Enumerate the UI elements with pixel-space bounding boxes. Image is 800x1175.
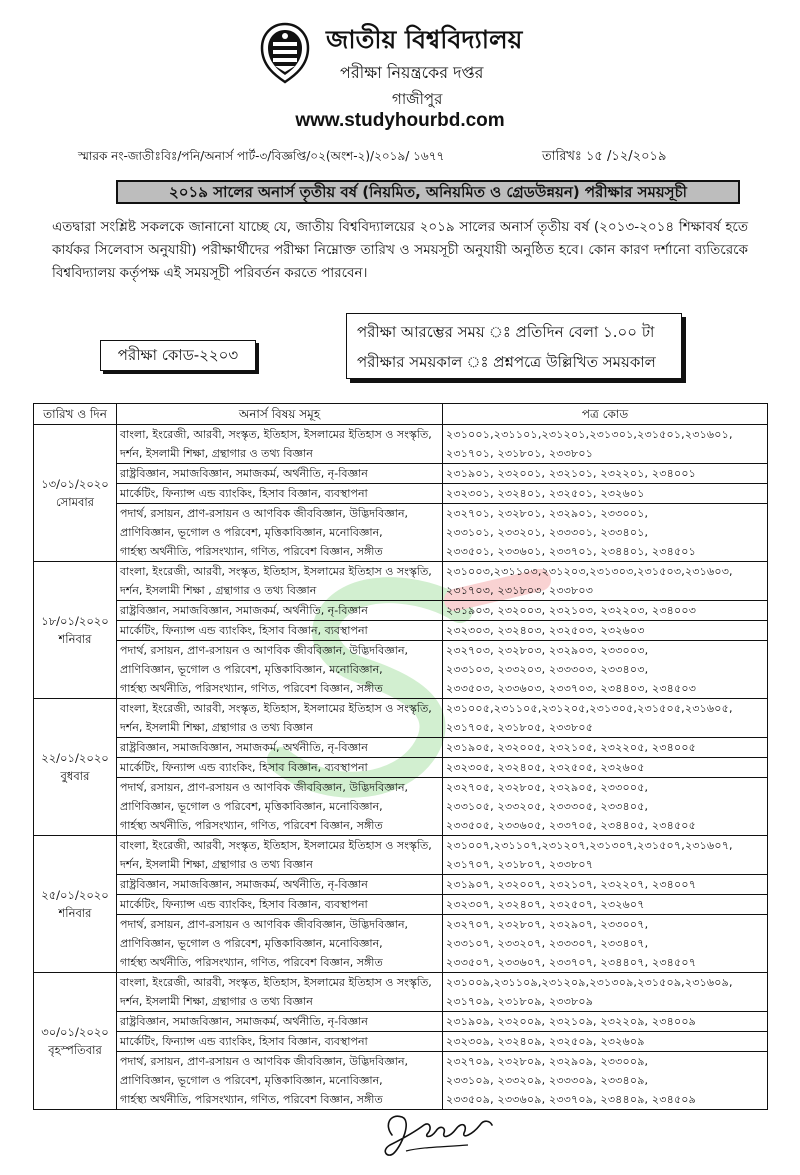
exam-weekday: শনিবার — [58, 632, 92, 646]
paper-code-line: ২৩২৩০৯, ২৩২৪০৯, ২৩২৫০৯, ২৩২৬০৯ — [446, 1035, 645, 1048]
office-name: পরীক্ষা নিয়ন্ত্রকের দপ্তর — [340, 63, 484, 82]
subject-line: মার্কেটিং, ফিন্যান্স এন্ড ব্যাংকিং, হিসাব বিজ্ঞান, ব্যবস্থাপনা — [120, 898, 368, 911]
schedule-title: ২০১৯ সালের অনার্স তৃতীয় বর্ষ (নিয়মিত, অনিয়মিত ও গ্রেডউন্নয়ন) পরীক্ষার সময়সূচী — [116, 180, 740, 204]
paper-code-line: ২৩১৯০১, ২৩২০০১, ২৩২১০১, ২৩২২০১, ২৩৪০০১ — [446, 467, 697, 480]
subjects-cell — [117, 425, 443, 464]
paper-codes-cell — [443, 699, 768, 738]
subjects-cell — [117, 504, 443, 562]
subject-line: গার্হস্থ্য অর্থনীতি, পরিসংখ্যান, গণিত, পরিবেশ বিজ্ঞান, সঙ্গীত — [120, 545, 383, 558]
exam-weekday: বুধবার — [60, 769, 90, 783]
subjects-cell — [117, 562, 443, 601]
paper-code-line: ২৩৩১০৭, ২৩৩২০৭, ২৩৩৩০৭, ২৩৩৪০৭, — [446, 937, 649, 950]
paper-codes-cell — [443, 621, 768, 641]
subject-line: দর্শন, ইসলামী শিক্ষা, গ্রন্থাগার ও তথ্য বিজ্ঞান — [120, 858, 313, 871]
subjects-cell — [117, 758, 443, 778]
paper-code-line: ২৩২৩০৫, ২৩২৪০৫, ২৩২৫০৫, ২৩২৬০৫ — [446, 761, 645, 774]
paper-code-line: ২৩১৯০৫, ২৩২০০৫, ২৩২১০৫, ২৩২২০৫, ২৩৪০০৫ — [446, 741, 697, 754]
paper-code-line: ২৩১৯০৭, ২৩২০০৭, ২৩২১০৭, ২৩২২০৭, ২৩৪০০৭ — [446, 878, 697, 891]
subjects-cell — [117, 484, 443, 504]
paper-codes-cell — [443, 1032, 768, 1052]
exam-weekday: শনিবার — [58, 906, 92, 920]
paper-code-line: ২৩১০০৩,২৩১১০৩,২৩১২০৩,২৩১৩০৩,২৩১৫০৩,২৩১৬০৩, — [446, 565, 733, 578]
header-date-day: তারিখ ও দিন — [34, 404, 117, 425]
subject-line: মার্কেটিং, ফিন্যান্স এন্ড ব্যাংকিং, হিসাব বিজ্ঞান, ব্যবস্থাপনা — [120, 1035, 368, 1048]
table-row — [34, 484, 768, 504]
paper-codes-cell — [443, 875, 768, 895]
table-row — [34, 601, 768, 621]
paper-code-line: ২৩১০০৫,২৩১১০৫,২৩১২০৫,২৩১৩০৫,২৩১৫০৫,২৩১৬০৫, — [446, 702, 733, 715]
paper-code-line: ২৩১০০৭,২৩১১০৭,২৩১২০৭,২৩১৩০৭,২৩১৫০৭,২৩১৬০৭, — [446, 839, 733, 852]
subject-line: রাষ্ট্রবিজ্ঞান, সমাজবিজ্ঞান, সমাজকর্ম, অর্থনীতি, নৃ-বিজ্ঞান — [120, 878, 368, 891]
paper-code-line: ২৩১০০৯,২৩১১০৯,২৩১২০৯,২৩১৩০৯,২৩১৫০৯,২৩১৬০৯, — [446, 976, 733, 989]
paper-code-line: ২৩২৭০৯, ২৩২৮০৯, ২৩২৯০৯, ২৩৩০০৯, — [446, 1055, 649, 1068]
exam-schedule-table — [33, 403, 768, 1110]
subjects-cell — [117, 778, 443, 836]
exam-date-cell — [34, 425, 117, 562]
paper-codes-cell — [443, 601, 768, 621]
paper-code-line: ২৩২৩০৭, ২৩২৪০৭, ২৩২৫০৭, ২৩২৬০৭ — [446, 898, 645, 911]
paper-code-line: ২৩৩১০৫, ২৩৩২০৫, ২৩৩৩০৫, ২৩৩৪০৫, — [446, 800, 649, 813]
exam-date-cell — [34, 836, 117, 973]
paper-codes-cell — [443, 425, 768, 464]
memo-number: স্মারক নং-জাতীঃবিঃ/পনি/অনার্স পার্ট-৩/বিজ্ঞপ্তি/০২(অংশ-২)/২০১৯/ ১৬৭৭ — [78, 149, 445, 163]
subjects-cell — [117, 601, 443, 621]
signature-icon — [372, 1095, 502, 1163]
exam-date: ২২/০১/২০২০ — [41, 751, 109, 765]
paper-code-line: ২৩২৭০৭, ২৩২৮০৭, ২৩২৯০৭, ২৩৩০০৭, — [446, 918, 649, 931]
subjects-cell — [117, 895, 443, 915]
paper-codes-cell — [443, 836, 768, 875]
university-name: জাতীয় বিশ্ববিদ্যালয় — [326, 25, 523, 54]
paper-code-line: ২৩১৭০৩, ২৩১৮০৩, ২৩৩৮০৩ — [446, 584, 594, 597]
table-row — [34, 836, 768, 875]
table-row — [34, 699, 768, 738]
exam-code-box: পরীক্ষা কোড-২২০৩ — [100, 340, 256, 371]
subject-line: বাংলা, ইংরেজী, আরবী, সংস্কৃত, ইতিহাস, ইসলামের ইতিহাস ও সংস্কৃতি, — [120, 839, 432, 852]
paper-codes-cell — [443, 1012, 768, 1032]
exam-weekday: বৃহস্পতিবার — [48, 1043, 102, 1057]
subject-line: মার্কেটিং, ফিন্যান্স এন্ড ব্যাংকিং, হিসাব বিজ্ঞান, ব্যবস্থাপনা — [120, 624, 368, 637]
paper-codes-cell — [443, 641, 768, 699]
subject-line: গার্হস্থ্য অর্থনীতি, পরিসংখ্যান, গণিত, পরিবেশ বিজ্ঞান, সঙ্গীত — [120, 1093, 383, 1106]
table-row — [34, 1012, 768, 1032]
paper-code-line: ২৩১৭০৭, ২৩১৮০৭, ২৩৩৮০৭ — [446, 858, 594, 871]
subjects-cell — [117, 738, 443, 758]
subject-line: পদার্থ, রসায়ন, প্রাণ-রসায়ন ও আণবিক জীববিজ্ঞান, উদ্ভিদবিজ্ঞান, — [120, 1055, 409, 1068]
subject-line: বাংলা, ইংরেজী, আরবী, সংস্কৃত, ইতিহাস, ইসলামের ইতিহাস ও সংস্কৃতি, — [120, 428, 432, 441]
table-header-row — [34, 404, 768, 425]
subject-line: মার্কেটিং, ফিন্যান্স এন্ড ব্যাংকিং, হিসাব বিজ্ঞান, ব্যবস্থাপনা — [120, 487, 368, 500]
paper-code-line: ২৩২৭০৫, ২৩২৮০৫, ২৩২৯০৫, ২৩৩০০৫, — [446, 781, 649, 794]
exam-date-cell — [34, 973, 117, 1110]
paper-code-line: ২৩৩৫০৩, ২৩৩৬০৩, ২৩৩৭০৩, ২৩৪৪০৩, ২৩৪৫০৩ — [446, 682, 697, 695]
exam-timing-box — [346, 313, 682, 379]
paper-code-line: ২৩৩১০৯, ২৩৩২০৯, ২৩৩৩০৯, ২৩৩৪০৯, — [446, 1074, 649, 1087]
table-row — [34, 1032, 768, 1052]
table-row — [34, 641, 768, 699]
table-row — [34, 562, 768, 601]
paper-code-line: ২৩১৭০৫, ২৩১৮০৫, ২৩৩৮০৫ — [446, 721, 594, 734]
subject-line: পদার্থ, রসায়ন, প্রাণ-রসায়ন ও আণবিক জীববিজ্ঞান, উদ্ভিদবিজ্ঞান, — [120, 507, 409, 520]
subjects-cell — [117, 1012, 443, 1032]
paper-codes-cell — [443, 464, 768, 484]
subject-line: গার্হস্থ্য অর্থনীতি, পরিসংখ্যান, গণিত, পরিবেশ বিজ্ঞান, সঙ্গীত — [120, 682, 383, 695]
paper-code-line: ২৩৩৫০৫, ২৩৩৬০৫, ২৩৩৭০৫, ২৩৪৪০৫, ২৩৪৫০৫ — [446, 819, 696, 832]
paper-codes-cell — [443, 504, 768, 562]
schedule-body — [34, 425, 768, 1110]
exam-date: ৩০/০১/২০২০ — [41, 1025, 109, 1039]
paper-code-line: ২৩২৩০১, ২৩২৪০১, ২৩২৫০১, ২৩২৬০১ — [446, 487, 645, 500]
subject-line: প্রাণিবিজ্ঞান, ভূগোল ও পরিবেশ, মৃত্তিকাবিজ্ঞান, মনোবিজ্ঞান, — [120, 663, 383, 676]
exam-date: ১৩/০১/২০২০ — [41, 477, 109, 491]
exam-date: ১৮/০১/২০২০ — [41, 614, 109, 628]
paper-code-line: ২৩৩৫০১, ২৩৩৬০১, ২৩৩৭০১, ২৩৪৪০১, ২৩৪৫০১ — [446, 545, 696, 558]
exam-duration: পরীক্ষার সময়কাল ঃ প্রশ্নপত্রে উল্লিখিত সময়কাল — [357, 353, 656, 371]
subjects-cell — [117, 973, 443, 1012]
subject-line: প্রাণিবিজ্ঞান, ভূগোল ও পরিবেশ, মৃত্তিকাবিজ্ঞান, মনোবিজ্ঞান, — [120, 937, 383, 950]
office-location: গাজীপুর — [392, 90, 443, 108]
subjects-cell — [117, 641, 443, 699]
subject-line: পদার্থ, রসায়ন, প্রাণ-রসায়ন ও আণবিক জীববিজ্ঞান, উদ্ভিদবিজ্ঞান, — [120, 781, 409, 794]
exam-date-cell — [34, 562, 117, 699]
exam-date: ২৫/০১/২০২০ — [41, 888, 109, 902]
notice-paragraph: এতদ্বারা সংশ্লিষ্ট সকলকে জানানো যাচ্ছে যে, জাতীয় বিশ্ববিদ্যালয়ের ২০১৯ সালের অনার্স তৃতীয় বর্ষ (২০১৩-২০১৪ শিক্ষাবর্ষ হতে কার্যকর সিলেবাস অনুযায়ী) পরীক্ষার্থীদের পরীক্ষা নিম্নোক্ত তারিখ ও সময়সূচী অনুযায়ী অনুষ্ঠিত হবে। কোন কারণ দর্শানো ব্যতিরেকে বিশ্ববিদ্যালয় কর্তৃপক্ষ এই সময়সূচী পরিবর্তন করতে পারবেন। — [52, 219, 748, 281]
university-logo-icon — [258, 22, 312, 84]
exam-weekday: সোমবার — [55, 495, 95, 509]
exam-date-cell — [34, 699, 117, 836]
table-row — [34, 973, 768, 1012]
paper-codes-cell — [443, 778, 768, 836]
table-row — [34, 464, 768, 484]
paper-code-line: ২৩১৭০১, ২৩১৮০১, ২৩৩৮০১ — [446, 447, 594, 460]
paper-code-line: ২৩৩১০৩, ২৩৩২০৩, ২৩৩৩০৩, ২৩৩৪০৩, — [446, 663, 649, 676]
issue-date: তারিখঃ ১৫ /১২/২০১৯ — [542, 149, 667, 164]
table-row — [34, 738, 768, 758]
subjects-cell — [117, 621, 443, 641]
paper-code-line: ২৩৩৫০৯, ২৩৩৬০৯, ২৩৩৭০৯, ২৩৪৪০৯, ২৩৪৫০৯ — [446, 1093, 696, 1106]
exam-start-time: পরীক্ষা আরম্ভের সময় ঃ প্রতিদিন বেলা ১.০০ টা — [357, 323, 655, 341]
paper-codes-cell — [443, 915, 768, 973]
table-row — [34, 758, 768, 778]
subject-line: দর্শন, ইসলামী শিক্ষা, গ্রন্থাগার ও তথ্য বিজ্ঞান — [120, 995, 313, 1008]
table-row — [34, 425, 768, 464]
paper-code-line: ২৩২৭০৩, ২৩২৮০৩, ২৩২৯০৩, ২৩৩০০৩, — [446, 644, 649, 657]
paper-code-line: ২৩৩১০১, ২৩৩২০১, ২৩৩৩০১, ২৩৩৪০১, — [446, 526, 649, 539]
paper-code-line: ২৩২৭০১, ২৩২৮০১, ২৩২৯০১, ২৩৩০০১, — [446, 507, 649, 520]
subject-line: রাষ্ট্রবিজ্ঞান, সমাজবিজ্ঞান, সমাজকর্ম, অর্থনীতি, নৃ-বিজ্ঞান — [120, 1015, 368, 1028]
subject-line: বাংলা, ইংরেজী, আরবী, সংস্কৃত, ইতিহাস, ইসলামের ইতিহাস ও সংস্কৃতি, — [120, 565, 432, 578]
table-row — [34, 504, 768, 562]
paper-code-line: ২৩১৭০৯, ২৩১৮০৯, ২৩৩৮০৯ — [446, 995, 594, 1008]
subject-line: পদার্থ, রসায়ন, প্রাণ-রসায়ন ও আণবিক জীববিজ্ঞান, উদ্ভিদবিজ্ঞান, — [120, 918, 409, 931]
subject-line: বাংলা, ইংরেজী, আরবী, সংস্কৃত, ইতিহাস, ইসলামের ইতিহাস ও সংস্কৃতি, — [120, 702, 432, 715]
paper-code-line: ২৩৩৫০৭, ২৩৩৬০৭, ২৩৩৭০৭, ২৩৪৪০৭, ২৩৪৫০৭ — [446, 956, 697, 969]
subjects-cell — [117, 915, 443, 973]
paper-codes-cell — [443, 484, 768, 504]
table-row — [34, 778, 768, 836]
header-paper-codes: পত্র কোড — [443, 404, 768, 425]
subject-line: পদার্থ, রসায়ন, প্রাণ-রসায়ন ও আণবিক জীববিজ্ঞান, উদ্ভিদবিজ্ঞান, — [120, 644, 409, 657]
paper-code-line: ২৩১৯০৩, ২৩২০০৩, ২৩২১০৩, ২৩২২০৩, ২৩৪০০৩ — [446, 604, 697, 617]
paper-code-line: ২৩২৩০৩, ২৩২৪০৩, ২৩২৫০৩, ২৩২৬০৩ — [446, 624, 645, 637]
subjects-cell — [117, 464, 443, 484]
subject-line: গার্হস্থ্য অর্থনীতি, পরিসংখ্যান, গণিত, পরিবেশ বিজ্ঞান, সঙ্গীত — [120, 819, 383, 832]
table-row — [34, 895, 768, 915]
paper-codes-cell — [443, 758, 768, 778]
paper-code-line: ২৩১০০১,২৩১১০১,২৩১২০১,২৩১৩০১,২৩১৫০১,২৩১৬০১, — [446, 428, 733, 441]
subjects-cell — [117, 699, 443, 738]
subject-line: দর্শন, ইসলামী শিক্ষা, গ্রন্থাগার ও তথ্য বিজ্ঞান — [120, 721, 313, 734]
subject-line: বাংলা, ইংরেজী, আরবী, সংস্কৃত, ইতিহাস, ইসলামের ইতিহাস ও সংস্কৃতি, — [120, 976, 432, 989]
subject-line: রাষ্ট্রবিজ্ঞান, সমাজবিজ্ঞান, সমাজকর্ম, অর্থনীতি, নৃ-বিজ্ঞান — [120, 604, 368, 617]
subject-line: রাষ্ট্রবিজ্ঞান, সমাজবিজ্ঞান, সমাজকর্ম, অর্থনীতি, নৃ-বিজ্ঞান — [120, 741, 368, 754]
paper-codes-cell — [443, 895, 768, 915]
website-link[interactable]: www.studyhourbd.com — [295, 110, 505, 131]
subject-line: প্রাণিবিজ্ঞান, ভূগোল ও পরিবেশ, মৃত্তিকাবিজ্ঞান, মনোবিজ্ঞান, — [120, 1074, 383, 1087]
subject-line: দর্শন, ইসলামী শিক্ষা, গ্রন্থাগার ও তথ্য বিজ্ঞান — [120, 447, 313, 460]
paper-codes-cell — [443, 738, 768, 758]
subjects-cell — [117, 836, 443, 875]
subjects-cell — [117, 875, 443, 895]
header-subjects: অনার্স বিষয় সমূহ — [117, 404, 443, 425]
subject-line: প্রাণিবিজ্ঞান, ভূগোল ও পরিবেশ, মৃত্তিকাবিজ্ঞান, মনোবিজ্ঞান, — [120, 800, 383, 813]
subjects-cell — [117, 1032, 443, 1052]
subject-line: গার্হস্থ্য অর্থনীতি, পরিসংখ্যান, গণিত, পরিবেশ বিজ্ঞান, সঙ্গীত — [120, 956, 383, 969]
table-row — [34, 915, 768, 973]
subject-line: মার্কেটিং, ফিন্যান্স এন্ড ব্যাংকিং, হিসাব বিজ্ঞান, ব্যবস্থাপনা — [120, 761, 368, 774]
subject-line: প্রাণিবিজ্ঞান, ভূগোল ও পরিবেশ, মৃত্তিকাবিজ্ঞান, মনোবিজ্ঞান, — [120, 526, 383, 539]
table-row — [34, 875, 768, 895]
table-row — [34, 621, 768, 641]
paper-codes-cell — [443, 562, 768, 601]
subject-line: দর্শন, ইসলামী শিক্ষা , গ্রন্থাগার ও তথ্য বিজ্ঞান — [120, 584, 317, 597]
paper-code-line: ২৩১৯০৯, ২৩২০০৯, ২৩২১০৯, ২৩২২০৯, ২৩৪০০৯ — [446, 1015, 697, 1028]
paper-codes-cell — [443, 973, 768, 1012]
subject-line: রাষ্ট্রবিজ্ঞান, সমাজবিজ্ঞান, সমাজকর্ম, অর্থনীতি, নৃ-বিজ্ঞান — [120, 467, 368, 480]
